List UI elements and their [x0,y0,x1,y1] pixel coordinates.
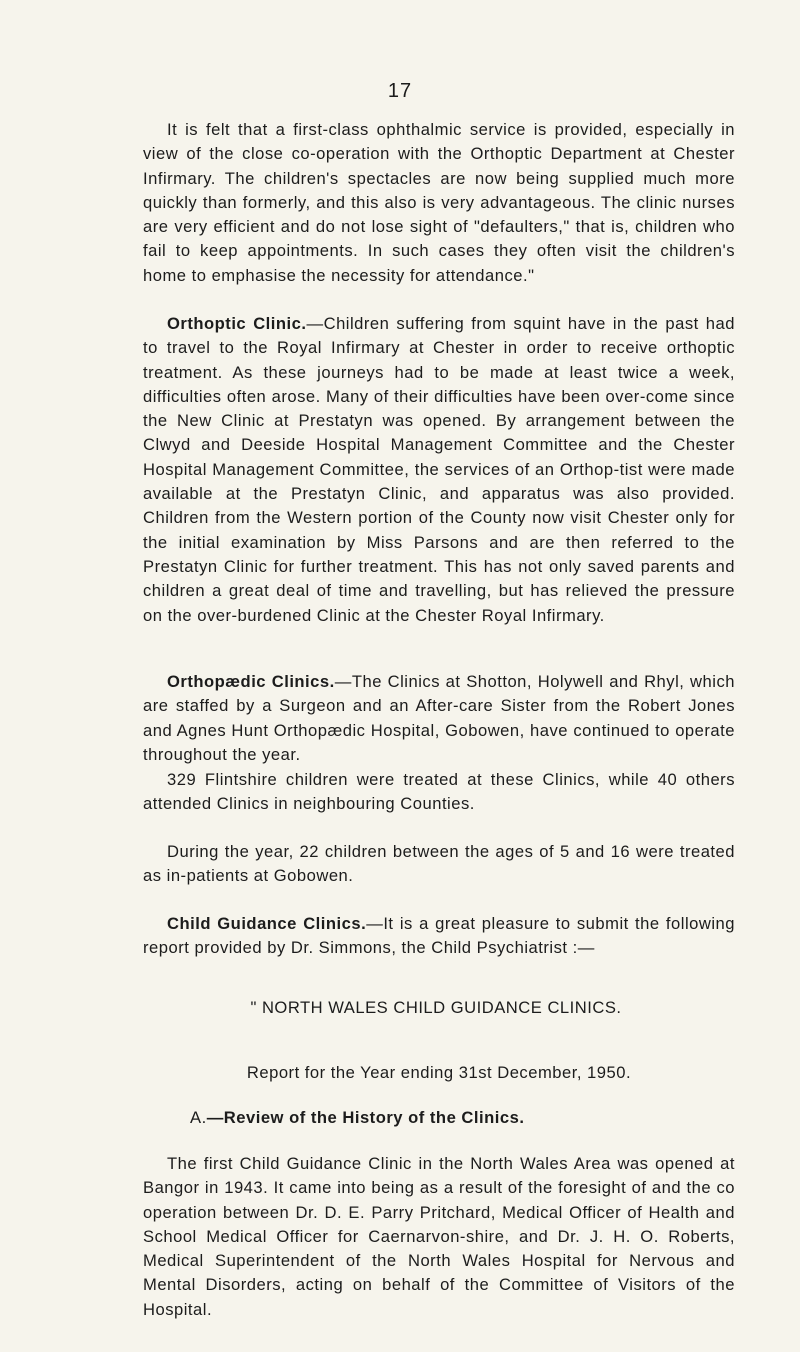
section-a-title: —Review of the History of the Clinics. [206,1108,525,1127]
page-number: 17 [387,80,413,102]
report-subtitle: Report for the Year ending 31st December, 1950. [246,1063,632,1082]
section-a-label: A. [190,1108,207,1127]
treated-paragraph: 329 Flintshire children were treated at these Clinics, while 40 others attended Clinics in neighbouring Counties. [143,770,735,814]
report-title: " NORTH WALES CHILD GUIDANCE CLINICS. [250,998,622,1017]
orthoptic-heading: Orthoptic Clinic. [167,314,307,333]
orthopaedic-heading: Orthopædic Clinics. [167,672,335,691]
history-paragraph: The first Child Guidance Clinic in the North Wales Area was opened at Bangor in 1943. It came into being as a result of the foresight of and the co operation between Dr. D. E. Parry Pritchard, Medical Officer of Health and School Medical Officer for Caernarvon-shire, and Dr. J. H. O. Roberts, Medical Superintendent of the North Wales Hospital for Nervous and Mental Disorders, acting on behalf of the Committee of Visitors of the Hospital. [143,1154,735,1319]
child-guidance-heading: Child Guidance Clinics. [167,914,367,933]
inpatients-paragraph: During the year, 22 children between the ages of 5 and 16 were treated as in-patients at Gobowen. [143,842,735,886]
child-guidance-paragraph [143,912,735,961]
intro-paragraph: It is felt that a first-class ophthalmic service is provided, especially in view of the close co-operation with the Orthoptic Department at Chester Infirmary. The children's spectacles are now being supplied much more quickly than formerly, and this also is very advantageous. The clinic nurses are very efficient and do not lose sight of "defaulters," that is, children who fail to keep appointments. In such cases they often visit the children's home to emphasise the necessity for attendance." [143,120,735,285]
orthoptic-body: —Children suffering from squint have in the past had to travel to the Royal Infirmary at Chester in order to receive orthoptic treatment. As these journeys had to be made at least twice a week, difficulties often arose. Many of their difficulties have been over-come since the New Clinic at Prestatyn was opened. By arrangement between the Clwyd and Deeside Hospital Management Committee and the Chester Hospital Management Committee, the services of an Orthop-tist were made available at the Prestatyn Clinic, and apparatus was also provided. Children from the Western portion of the County now visit Chester only for the initial examination by Miss Parsons and are then referred to the Prestatyn Clinic for further treatment. This has not only saved parents and children a great deal of time and travelling, but has relieved the pressure on the over-burdened Clinic at the Chester Royal Infirmary. [143,314,735,625]
orthoptic-paragraph [143,312,735,628]
orthopaedic-paragraph [143,670,735,767]
child-guidance-body: —It is a great pleasure to submit the following report provided by Dr. Simmons, the Child Psychiatrist :— [143,914,736,958]
orthopaedic-body: —The Clinics at Shotton, Holywell and Rhyl, which are staffed by a Surgeon and an After-care Sister from the Robert Jones and Agnes Hunt Orthopædic Hospital, Gobowen, have continued to operate throughout the year. [143,672,735,764]
section-a-heading [190,1106,524,1130]
